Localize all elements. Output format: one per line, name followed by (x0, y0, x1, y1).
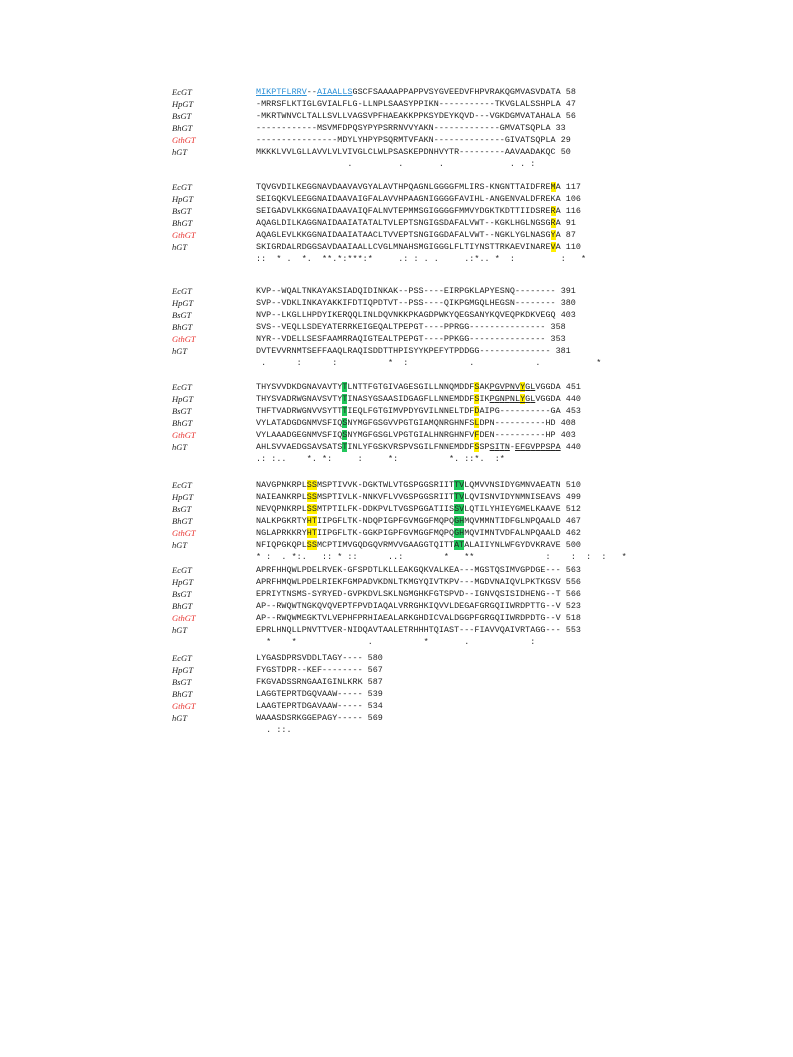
species-name: BsGT (172, 206, 192, 216)
sequence-residues: NGLAPRKKRYHTIIPGFLTK-GGKPIGPFGVMGGFMQPQGHMQVIMNTVDFALNPQAALD (256, 528, 561, 538)
species-name: hGT (172, 625, 188, 635)
sequence-row (0, 322, 793, 332)
residue-count: 523 (565, 601, 581, 611)
residue-count: 58 (565, 87, 576, 97)
species-name: hGT (172, 147, 188, 157)
species-name: EcGT (172, 87, 192, 97)
sequence-residues: KVP--WQALTNKAYAKSIADQIDINKAK--PSS----EIRPGKLAPYESNQ-------- (256, 286, 556, 296)
residue-count: 499 (565, 492, 581, 502)
sequence-row (0, 286, 793, 296)
conservation-symbols: * * . * . : (266, 637, 536, 647)
sequence-row (0, 218, 793, 228)
sequence-row (0, 677, 793, 687)
species-name: BhGT (172, 418, 193, 428)
residue-count: 539 (367, 689, 383, 699)
sequence-row (0, 528, 793, 538)
species-name: EcGT (172, 480, 192, 490)
sequence-residues: AQAGLEVLKKGGNAIDAAIATAACLTVVEPTSNGIGGDAFALVWT--NGKLYGLNASGYA (256, 230, 561, 240)
sequence-row (0, 653, 793, 663)
species-name: HpGT (172, 577, 194, 587)
sequence-row (0, 540, 793, 550)
species-name: BhGT (172, 516, 193, 526)
sequence-residues: VYLAAADGEGNMVSFIQSNYMGFGSGLVPGTGIALHNRGHNFVFDEN----------HP (256, 430, 556, 440)
sequence-row (0, 206, 793, 216)
sequence-row (0, 111, 793, 121)
residue-count: 391 (560, 286, 576, 296)
sequence-residues: NAVGPNKRPLSSMSPTIVVK-DGKTWLVTGSPGGSRIITTVLQMVVNSIDYGMNVAEATN (256, 480, 561, 490)
sequence-residues: DVTEVVRNMTSEFFAAQLRAQISDDTTHPISYYKPEFYTPDDGG-------------- (256, 346, 551, 356)
species-name: hGT (172, 242, 188, 252)
sequence-row (0, 394, 793, 404)
sequence-row (0, 334, 793, 344)
sequence-residues: ------------MSVMFDPQSYPYPSRRNVVYAKN-------------GMVATSQPLA (256, 123, 551, 133)
species-name: BsGT (172, 310, 192, 320)
residue-count: 56 (565, 111, 576, 121)
species-name: BsGT (172, 677, 192, 687)
sequence-residues: NALKPGKRTYHTIIPGFLTK-NDQPIGPFGVMGGFMQPQGHMQVMMNTIDFGLNPQAALD (256, 516, 561, 526)
residue-count: 116 (565, 206, 581, 216)
residue-count: 353 (550, 334, 566, 344)
sequence-row (0, 406, 793, 416)
residue-count: 451 (565, 382, 581, 392)
sequence-residues: APRFHMQWLPDELRIEKFGMPADVKDNLTKMGYQIVTKPV---MGDVNAIQVLPKTKGSV (256, 577, 561, 587)
residue-count: 556 (565, 577, 581, 587)
sequence-row (0, 87, 793, 97)
residue-count: 563 (565, 565, 581, 575)
conservation-row (0, 552, 793, 562)
sequence-row (0, 418, 793, 428)
sequence-residues: LAGGTEPRTDGQVAAW----- (256, 689, 363, 699)
sequence-residues: SVP--VDKLINKAYAKKIFDTIQPDTVT--PSS----QIKPGMGQLHEGSN-------- (256, 298, 556, 308)
residue-count: 29 (560, 135, 571, 145)
sequence-row (0, 298, 793, 308)
species-name: BsGT (172, 589, 192, 599)
sequence-residues: FYGSTDPR--KEF-------- (256, 665, 363, 675)
species-name: HpGT (172, 194, 194, 204)
sequence-residues: AP--RWQWTNGKQVQVEPTFPVDIAQALVRRGHKIQVVLDEGAFGRGQIIWRDPTTG--V (256, 601, 561, 611)
residue-count: 553 (565, 625, 581, 635)
residue-count: 587 (367, 677, 383, 687)
sequence-residues: LYGASDPRSVDDLTAGY---- (256, 653, 363, 663)
sequence-residues: NYR--VDELLSESFAAMRRAQIGTEALTPEPGT----PPKGG--------------- (256, 334, 546, 344)
sequence-residues: APRFHHQWLPDELRVEK-GFSPDTLKLLEAKGQKVALKEA---MGSTQSIMVGPDGE--- (256, 565, 561, 575)
residue-count: 110 (565, 242, 581, 252)
residue-count: 358 (550, 322, 566, 332)
sequence-row (0, 492, 793, 502)
conservation-symbols: .: :.. *. *: : *: *. ::*. :* (256, 454, 505, 464)
sequence-row (0, 516, 793, 526)
species-name: BsGT (172, 111, 192, 121)
residue-count: 453 (565, 406, 581, 416)
residue-count: 580 (367, 653, 383, 663)
species-name: hGT (172, 346, 188, 356)
residue-count: 566 (565, 589, 581, 599)
sequence-residues: -MRRSFLKTIGLGVIALFLG-LLNPLSAASYPPIKN-----------TKVGLALSSHPLA (256, 99, 561, 109)
sequence-row (0, 346, 793, 356)
sequence-residues: SKIGRDALRDGGSAVDAAIAALLCVGLMNAHSMGIGGGLFLTIYNSTTRKAEVINAREVA (256, 242, 561, 252)
residue-count: 408 (560, 418, 576, 428)
residue-count: 403 (560, 310, 576, 320)
species-name: BhGT (172, 123, 193, 133)
species-name: EcGT (172, 382, 192, 392)
species-name: BsGT (172, 504, 192, 514)
conservation-symbols: :: * . *. **.*:***:* .: : . . .:*.. * : : * (256, 254, 587, 264)
residue-count: 87 (565, 230, 576, 240)
residue-count: 440 (565, 442, 581, 452)
species-name: GthGT (172, 613, 196, 623)
sequence-row (0, 135, 793, 145)
residue-count: 534 (367, 701, 383, 711)
species-name: EcGT (172, 286, 192, 296)
sequence-residues: FKGVADSSRNGAAIGINLKRK (256, 677, 363, 687)
conservation-row (0, 159, 793, 169)
sequence-residues: AHLSVVAEDGSAVSATSTINLYFGSKVRSPVSGILFNNEMDDFSSPSITN-EFGVPPSPA (256, 442, 561, 452)
residue-count: 512 (565, 504, 581, 514)
sequence-row (0, 601, 793, 611)
conservation-symbols: . . . . . : (347, 159, 536, 169)
residue-count: 440 (565, 394, 581, 404)
species-name: BhGT (172, 601, 193, 611)
species-name: EcGT (172, 653, 192, 663)
sequence-row (0, 701, 793, 711)
sequence-row (0, 230, 793, 240)
sequence-row (0, 480, 793, 490)
species-name: GthGT (172, 334, 196, 344)
species-name: HpGT (172, 99, 194, 109)
residue-count: 462 (565, 528, 581, 538)
sequence-row (0, 442, 793, 452)
sequence-residues: THYSVVDKDGNAVAVTYTLNTTFGTGIVAGESGILLNNQMDDFSAKPGVPNVYGLVGGDA (256, 382, 561, 392)
sequence-residues: AP--RWQWMEGKTVLVEPHFPRHIAEALARKGHDICVALDGGPFGRGQIIWRDPDTG--V (256, 613, 561, 623)
species-name: BhGT (172, 689, 193, 699)
sequence-residues: NVP--LKGLLHPDYIKERQQLINLDQVNKKPKAGDPWKYQEGSANYKQVEQPKDKVEGQ (256, 310, 556, 320)
sequence-row (0, 382, 793, 392)
residue-count: 510 (565, 480, 581, 490)
sequence-residues: -MKRTWNVCLTALLSVLLVAGSVPFHAEAKKPPKSYDEYKQVD---VGKDGMVATAHALA (256, 111, 561, 121)
species-name: GthGT (172, 430, 196, 440)
residue-count: 50 (560, 147, 571, 157)
sequence-row (0, 577, 793, 587)
sequence-row (0, 194, 793, 204)
species-name: GthGT (172, 135, 196, 145)
residue-count: 106 (565, 194, 581, 204)
sequence-residues: THFTVADRWGNVVSYTTTIEQLFGTGIMVPDYGVILNNELTDFDAIPG----------GA (256, 406, 561, 416)
species-name: hGT (172, 442, 188, 452)
sequence-row (0, 99, 793, 109)
conservation-row (0, 358, 793, 368)
sequence-residues: NEVQPNKRPLSSMTPTILFK-DDKPVLTVGSPGGATIISSVLQTILYHIEYGMELKAAVE (256, 504, 561, 514)
sequence-row (0, 565, 793, 575)
sequence-row (0, 147, 793, 157)
sequence-residues: MKKKLVVLGLLAVVLVLVIVGLCLWLPSASKEPDNHVYTR---------AAVAADAKQC (256, 147, 556, 157)
sequence-row (0, 182, 793, 192)
residue-count: 569 (367, 713, 383, 723)
species-name: hGT (172, 713, 188, 723)
species-name: EcGT (172, 565, 192, 575)
sequence-residues: WAAASDSRKGGEPAGY----- (256, 713, 363, 723)
sequence-row (0, 589, 793, 599)
conservation-row (0, 454, 793, 464)
sequence-row (0, 625, 793, 635)
residue-count: 500 (565, 540, 581, 550)
species-name: GthGT (172, 701, 196, 711)
residue-count: 403 (560, 430, 576, 440)
sequence-residues: THYSVADRWGNAVSVTYTINASYGSAASIDGAGFLLNNEMDDFSIKPGNPNLYGLVGGDA (256, 394, 561, 404)
residue-count: 518 (565, 613, 581, 623)
conservation-symbols: . ::. (266, 725, 292, 735)
species-name: HpGT (172, 298, 194, 308)
species-name: HpGT (172, 492, 194, 502)
sequence-residues: EPRLHNQLLPNVTTVER-NIDQAVTAALETRHHHTQIAST---FIAVVQAIVRTAGG--- (256, 625, 561, 635)
conservation-row (0, 725, 793, 735)
conservation-symbols: * : . *:. :: * :: ..: * ** : : : : * (256, 552, 627, 562)
sequence-residues: AQAGLDILKAGGNAIDAAIATATALTVLEPTSNGIGSDAFALVWT--KGKLHGLNGSGRA (256, 218, 561, 228)
sequence-residues: SEIGADVLKKGGNAIDAAVAIQFALNVTEPMMSGIGGGGFMMVYDGKTKDTTIIDSRERA (256, 206, 561, 216)
species-name: EcGT (172, 182, 192, 192)
sequence-row (0, 123, 793, 133)
sequence-row (0, 613, 793, 623)
sequence-row (0, 689, 793, 699)
species-name: GthGT (172, 528, 196, 538)
residue-count: 91 (565, 218, 576, 228)
residue-count: 380 (560, 298, 576, 308)
species-name: BhGT (172, 322, 193, 332)
sequence-residues: NAIEANKRPLSSMSPTIVLK-NNKVFLVVGSPGGSRIITTVLQVISNVIDYNMNISEAVS (256, 492, 561, 502)
species-name: BhGT (172, 218, 193, 228)
species-name: GthGT (172, 230, 196, 240)
sequence-residues: SEIGQKVLEEGGNAIDAAVAIGFALAVVHPAAGNIGGGGFAVIHL-ANGENVALDFREKA (256, 194, 561, 204)
species-name: HpGT (172, 394, 194, 404)
residue-count: 117 (565, 182, 581, 192)
sequence-row (0, 665, 793, 675)
sequence-row (0, 310, 793, 320)
residue-count: 381 (555, 346, 571, 356)
residue-count: 47 (565, 99, 576, 109)
species-name: hGT (172, 540, 188, 550)
sequence-row (0, 713, 793, 723)
sequence-residues: NFIQPGKQPLSSMCPTIMVGQDGQVRMVVGAAGGTQITTATALAIIYNLWFGYDVKRAVE (256, 540, 561, 550)
conservation-symbols: . : : * : . . * (261, 358, 602, 368)
residue-count: 567 (367, 665, 383, 675)
sequence-residues: LAAGTEPRTDGAVAAW----- (256, 701, 363, 711)
sequence-residues: SVS--VEQLLSDEYATERRKEIGEQALTPEPGT----PPRGG--------------- (256, 322, 546, 332)
sequence-row (0, 242, 793, 252)
conservation-row (0, 254, 793, 264)
sequence-residues: EPRIYTNSMS-SYRYED-GVPKDVLSKLNGMGHKFGTSPVD--IGNVQSISIDHENG--T (256, 589, 561, 599)
residue-count: 467 (565, 516, 581, 526)
residue-count: 33 (555, 123, 566, 133)
species-name: HpGT (172, 665, 194, 675)
species-name: BsGT (172, 406, 192, 416)
sequence-residues: VYLATADGDGNMVSFIQSNYMGFGSGVVPGTGIAMQNRGHNFSLDPN----------HD (256, 418, 556, 428)
conservation-row (0, 637, 793, 647)
sequence-row (0, 504, 793, 514)
sequence-residues: ----------------MDYLYHPYPSQRMTVFAKN--------------GIVATSQPLA (256, 135, 556, 145)
sequence-row (0, 430, 793, 440)
sequence-residues: TQVGVDILKEGGNAVDAAVAVGYALAVTHPQAGNLGGGGFMLIRS-KNGNTTAIDFREMA (256, 182, 561, 192)
sequence-residues: MIKPTFLRRV--AIAALLSGSCFSAAAAPPAPPVSYGVEEDVFHPVRAKQGMVASVDATA (256, 87, 561, 97)
